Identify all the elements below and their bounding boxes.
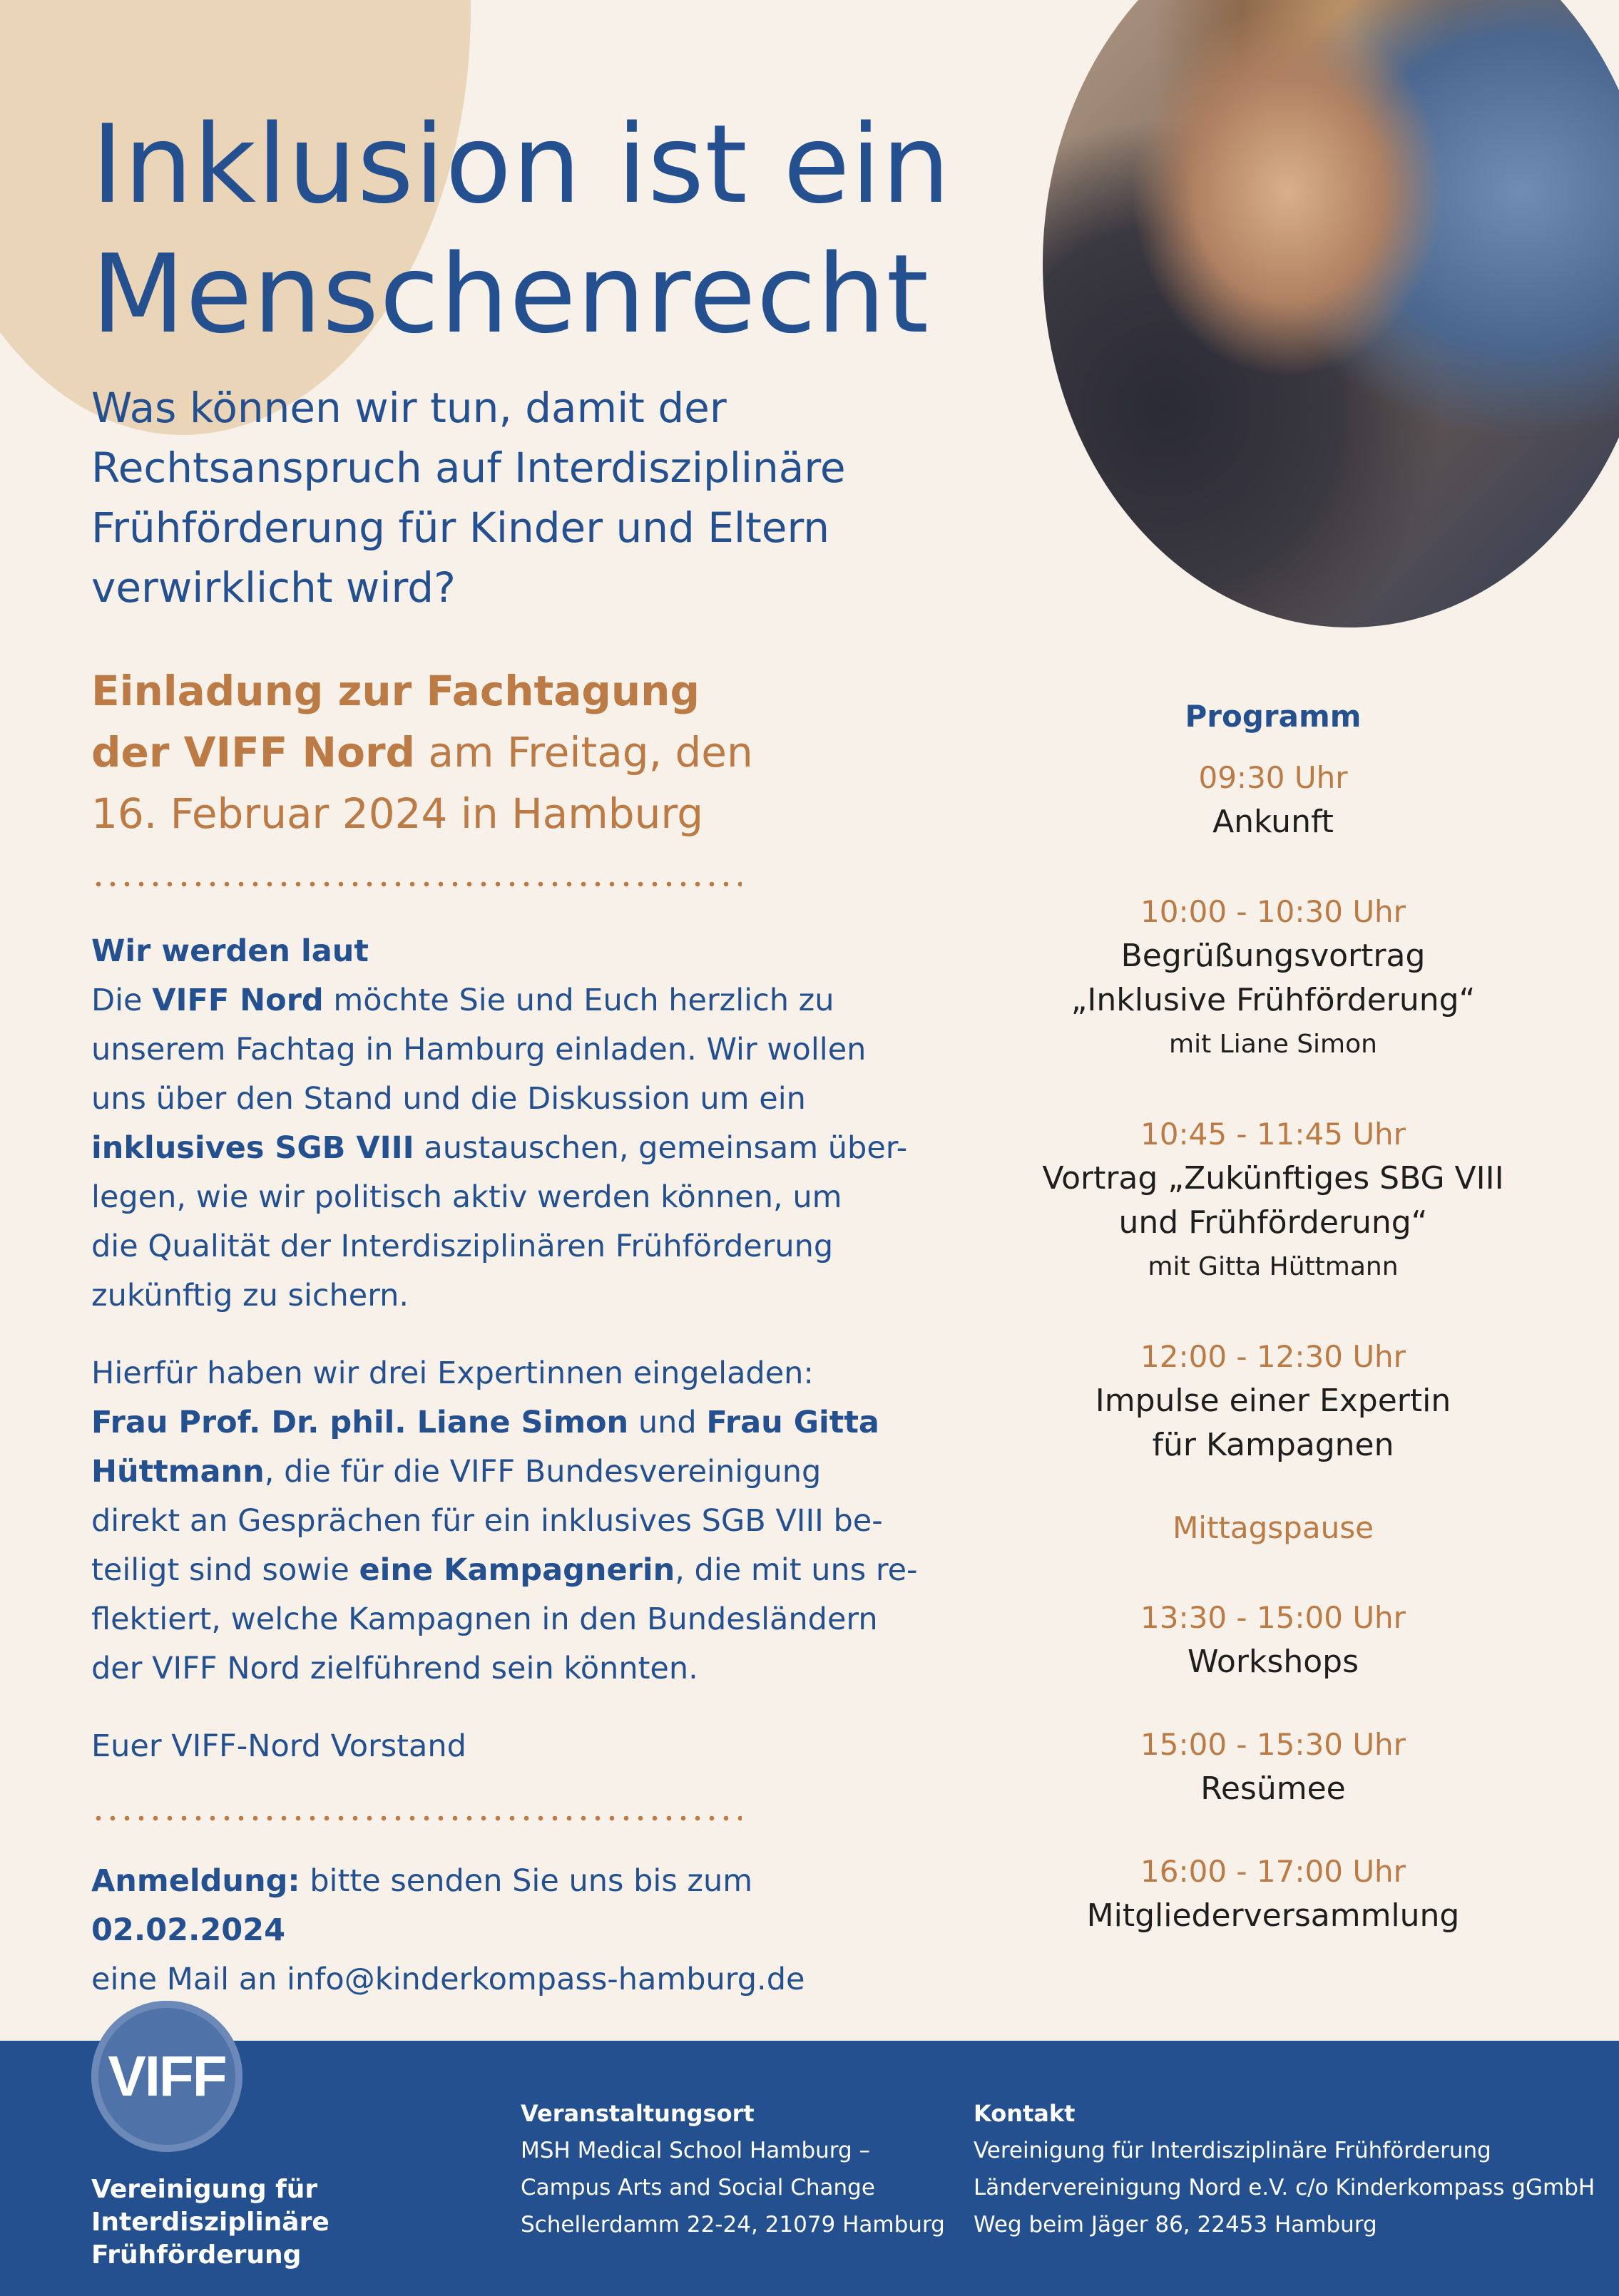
text-segment: teiligt sind sowie bbox=[91, 1552, 359, 1588]
invitation-date: 16. Februar 2024 in Hamburg bbox=[91, 789, 704, 838]
slot-event: für Kampagnen bbox=[1152, 1427, 1394, 1463]
org-line: Vereinigung für bbox=[91, 2175, 318, 2204]
text-line: legen, wie wir politisch aktiv werden können, um bbox=[91, 1179, 842, 1215]
slot-time: 09:30 Uhr bbox=[1198, 760, 1348, 795]
contact-line: Vereinigung für Interdisziplinäre Frühförderung bbox=[974, 2138, 1491, 2163]
slot-time: 12:00 - 12:30 Uhr bbox=[1140, 1339, 1406, 1374]
program-slot bbox=[1020, 1723, 1526, 1811]
text-line: der VIFF Nord zielführend sein könnten. bbox=[91, 1651, 698, 1686]
text-bold: Frau Gitta bbox=[706, 1405, 879, 1440]
subtitle-line: Was können wir tun, damit der bbox=[91, 384, 727, 432]
venue-info bbox=[521, 2095, 963, 2243]
subtitle-line: Frühförderung für Kinder und Eltern bbox=[91, 503, 830, 552]
slot-event: Begrüßungsvortrag bbox=[1120, 938, 1426, 974]
venue-line: Schellerdamm 22-24, 21079 Hamburg bbox=[521, 2212, 945, 2238]
text-bold: Hüttmann bbox=[91, 1454, 265, 1490]
contact-info bbox=[974, 2095, 1601, 2243]
org-line: Interdisziplinäre Frühförderung bbox=[91, 2208, 330, 2270]
program-slot bbox=[1020, 1596, 1526, 1684]
venue-title: Veranstaltungsort bbox=[521, 2100, 755, 2127]
slot-time: 13:30 - 15:00 Uhr bbox=[1140, 1600, 1406, 1635]
slot-time: 15:00 - 15:30 Uhr bbox=[1140, 1727, 1406, 1762]
slot-event: Mitgliederversammlung bbox=[1086, 1897, 1460, 1934]
slot-event: und Frühförderung“ bbox=[1118, 1204, 1428, 1241]
slot-speaker: mit Liane Simon bbox=[1169, 1030, 1377, 1059]
subtitle bbox=[91, 378, 933, 617]
headline-line-1: Inklusion ist ein bbox=[91, 101, 951, 227]
slot-event: Workshops bbox=[1187, 1644, 1359, 1680]
invitation-date-intro: am Freitag, den bbox=[415, 728, 753, 777]
logo-text: VIFF bbox=[108, 2044, 226, 2108]
text-line: unserem Fachtag in Hamburg einladen. Wir wollen bbox=[91, 1032, 867, 1067]
body-text bbox=[91, 927, 947, 1771]
slot-event: Resümee bbox=[1200, 1770, 1346, 1807]
program-slot bbox=[1020, 890, 1526, 1067]
text-bold: Frau Prof. Dr. phil. Liane Simon bbox=[91, 1405, 629, 1440]
slot-event: Impulse einer Expertin bbox=[1095, 1383, 1451, 1419]
registration-label: Anmeldung: bbox=[91, 1863, 300, 1899]
photo-image bbox=[1043, 0, 1619, 627]
invitation-organizer: der VIFF Nord bbox=[91, 728, 416, 777]
organization-name bbox=[91, 2173, 548, 2272]
slot-event: Vortrag „Zukünftiges SBG VIII bbox=[1042, 1160, 1504, 1196]
text-segment: möchte Sie und Euch herzlich zu bbox=[323, 983, 834, 1018]
subtitle-line: verwirklicht wird? bbox=[91, 563, 456, 612]
lunch-break: Mittagspause bbox=[1173, 1510, 1374, 1545]
text-line: die Qualität der Interdisziplinären Frühförderung bbox=[91, 1229, 834, 1264]
registration bbox=[91, 1857, 947, 2004]
text-segment: und bbox=[628, 1405, 707, 1440]
dotted-divider bbox=[91, 1815, 742, 1821]
text-line: zukünftig zu sichern. bbox=[91, 1278, 409, 1313]
venue-line: MSH Medical School Hamburg – bbox=[521, 2138, 871, 2163]
program-slot bbox=[1020, 1112, 1526, 1289]
slot-event: Ankunft bbox=[1212, 804, 1334, 840]
text-bold: eine Kampagnerin bbox=[359, 1552, 675, 1588]
text-segment: Die bbox=[91, 983, 153, 1018]
text-segment: , die für die VIFF Bundesvereinigung bbox=[264, 1454, 822, 1490]
text-segment: austauschen, gemeinsam über- bbox=[414, 1130, 908, 1166]
viff-logo bbox=[91, 2001, 242, 2152]
text-line: direkt an Gesprächen für ein inklusives SGB VIII be- bbox=[91, 1503, 883, 1539]
program-title: Programm bbox=[1185, 699, 1362, 734]
invitation bbox=[91, 660, 933, 844]
slot-speaker: mit Gitta Hüttmann bbox=[1148, 1252, 1399, 1281]
program-slot bbox=[1020, 1335, 1526, 1467]
invitation-bold-line: Einladung zur Fachtagung bbox=[91, 667, 700, 715]
contact-title: Kontakt bbox=[974, 2100, 1076, 2127]
venue-line: Campus Arts and Social Change bbox=[521, 2175, 875, 2200]
dotted-divider bbox=[91, 881, 742, 887]
slot-time: 16:00 - 17:00 Uhr bbox=[1140, 1854, 1406, 1889]
text-bold: VIFF Nord bbox=[152, 983, 324, 1018]
text-line: uns über den Stand und die Diskussion um ein bbox=[91, 1081, 806, 1117]
slot-time: 10:00 - 10:30 Uhr bbox=[1140, 894, 1406, 929]
registration-text: bitte senden Sie uns bis zum bbox=[300, 1863, 753, 1899]
slot-event: „Inklusive Frühförderung“ bbox=[1071, 982, 1476, 1018]
program-slot bbox=[1020, 756, 1526, 844]
signature: Euer VIFF-Nord Vorstand bbox=[91, 1728, 466, 1764]
program-slot bbox=[1020, 1850, 1526, 1938]
text-bold: inklusives SGB VIII bbox=[91, 1130, 414, 1166]
text-line: flektiert, welche Kampagnen in den Bundesländern bbox=[91, 1601, 878, 1637]
contact-line: Ländervereinigung Nord e.V. c/o Kinderkompass gGmbH bbox=[974, 2175, 1595, 2200]
section-heading: Wir werden laut bbox=[91, 933, 369, 969]
text-segment: , die mit uns re- bbox=[675, 1552, 918, 1588]
registration-email[interactable]: eine Mail an info@kinderkompass-hamburg.de bbox=[91, 1962, 805, 1997]
slot-time: 10:45 - 11:45 Uhr bbox=[1140, 1117, 1406, 1152]
headline bbox=[91, 100, 951, 359]
registration-deadline: 02.02.2024 bbox=[91, 1912, 286, 1948]
program-schedule bbox=[1020, 699, 1526, 1938]
children-hugging-photo bbox=[1043, 0, 1619, 627]
program-slot bbox=[1020, 1506, 1526, 1550]
contact-line: Weg beim Jäger 86, 22453 Hamburg bbox=[974, 2212, 1377, 2238]
headline-line-2: Menschenrecht bbox=[91, 231, 930, 357]
text-line: Hierfür haben wir drei Expertinnen eingeladen: bbox=[91, 1355, 814, 1391]
subtitle-line: Rechtsanspruch auf Interdisziplinäre bbox=[91, 444, 846, 492]
